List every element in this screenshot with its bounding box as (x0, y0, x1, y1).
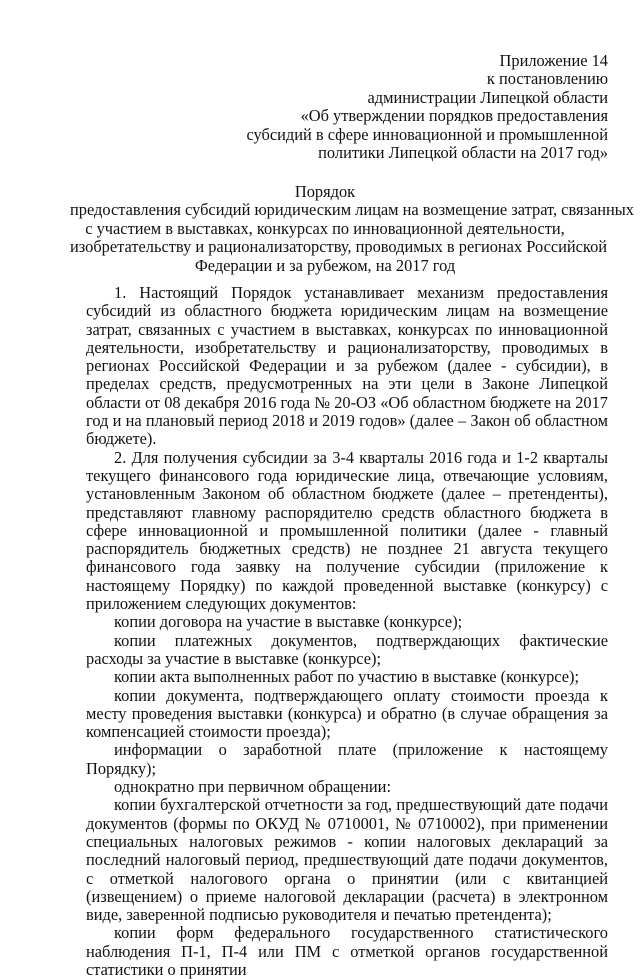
list-item: копии платежных документов, подтверждающих фактические расходы за участие в выставке (конкурсе); (86, 630, 608, 668)
title-line: изобретательству и рационализаторству, проводимых в регионах Российской (70, 237, 608, 257)
document-body (86, 284, 608, 979)
header-line: политики Липецкой области на 2017 год» (318, 143, 608, 163)
header-line: к постановлению (486, 69, 608, 89)
list-item: копии договора на участие в выставке (конкурсе); (114, 612, 463, 632)
list-item: информации о заработной плате (приложение к настоящему Порядку); (86, 740, 608, 778)
document-title (70, 182, 635, 275)
list-item: копии акта выполненных работ по участию в выставке (конкурсе); (114, 667, 580, 687)
appendix-header (208, 52, 608, 162)
title-line: предоставления субсидий юридическим лицам на возмещение затрат, связанных (70, 200, 635, 220)
list-item: однократно при первичном обращении: (114, 777, 391, 797)
list-item: копии документа, подтверждающего оплату стоимости проезда к месту проведения выставки (конкурса) и обратно (в случае обращения за компенсацией стоимости проезда); (86, 685, 608, 742)
paragraph-1: 1. Настоящий Порядок устанавливает механизм предоставления субсидий из областного бюджета юридическим лицам на возмещение затрат, связанных с участием в выставках, конкурсах по инновационной деятельности, изобретательству и рационализаторству, проводимых в регионах Российской Федерации и за рубежом (далее - субсидии), в пределах средств, предусмотренных на эти цели в Законе Липецкой области от 08 декабря 2016 года № 20-ОЗ «Об областном бюджете на 2017 год и на плановый период 2018 и 2019 годов» (далее – Закон об областном бюджете). (86, 283, 608, 449)
header-line: субсидий в сфере инновационной и промышленной (246, 124, 608, 144)
title-heading: Порядок (294, 182, 356, 201)
title-line: с участием в выставках, конкурсах по инновационной деятельности, (85, 218, 565, 238)
header-line: Приложение 14 (499, 51, 608, 70)
paragraph-2: 2. Для получения субсидии за 3-4 кварталы 2016 года и 1-2 кварталы текущего финансового года юридические лица, отвечающие условиям, установленным Законом об областном бюджете (далее – претенденты), представляют главному распорядителю средств областного бюджета в сфере инновационной и промышленной политики (далее - главный распорядитель бюджетных средств) не позднее 21 августа текущего финансового года заявку на получение субсидии (приложение к настоящему Порядку) по каждой проведенной выставке (конкурсу) с приложением следующих документов: (86, 447, 608, 614)
list-item: копии форм федерального государственного статистического наблюдения П-1, П-4 или ПМ с отметкой органов государственной статистики о принятии (86, 923, 608, 979)
title-line: Федерации и за рубежом, на 2017 год (194, 255, 456, 275)
header-line: «Об утверждении порядков предоставления (300, 106, 608, 126)
list-item: копии бухгалтерской отчетности за год, предшествующий дате подачи документов (формы по ОКУД № 0710001, № 0710002), при применении специальных налоговых режимов - копии налоговых деклараций за последний налоговый период, предшествующий дате подачи документов, с отметкой налогового органа о принятии (или с квитанцией (извещением) о приеме налоговой декларации (расчета) в электронном виде, заверенной подписью руководителя и печатью претендента); (86, 795, 608, 925)
header-line: администрации Липецкой области (367, 87, 608, 107)
